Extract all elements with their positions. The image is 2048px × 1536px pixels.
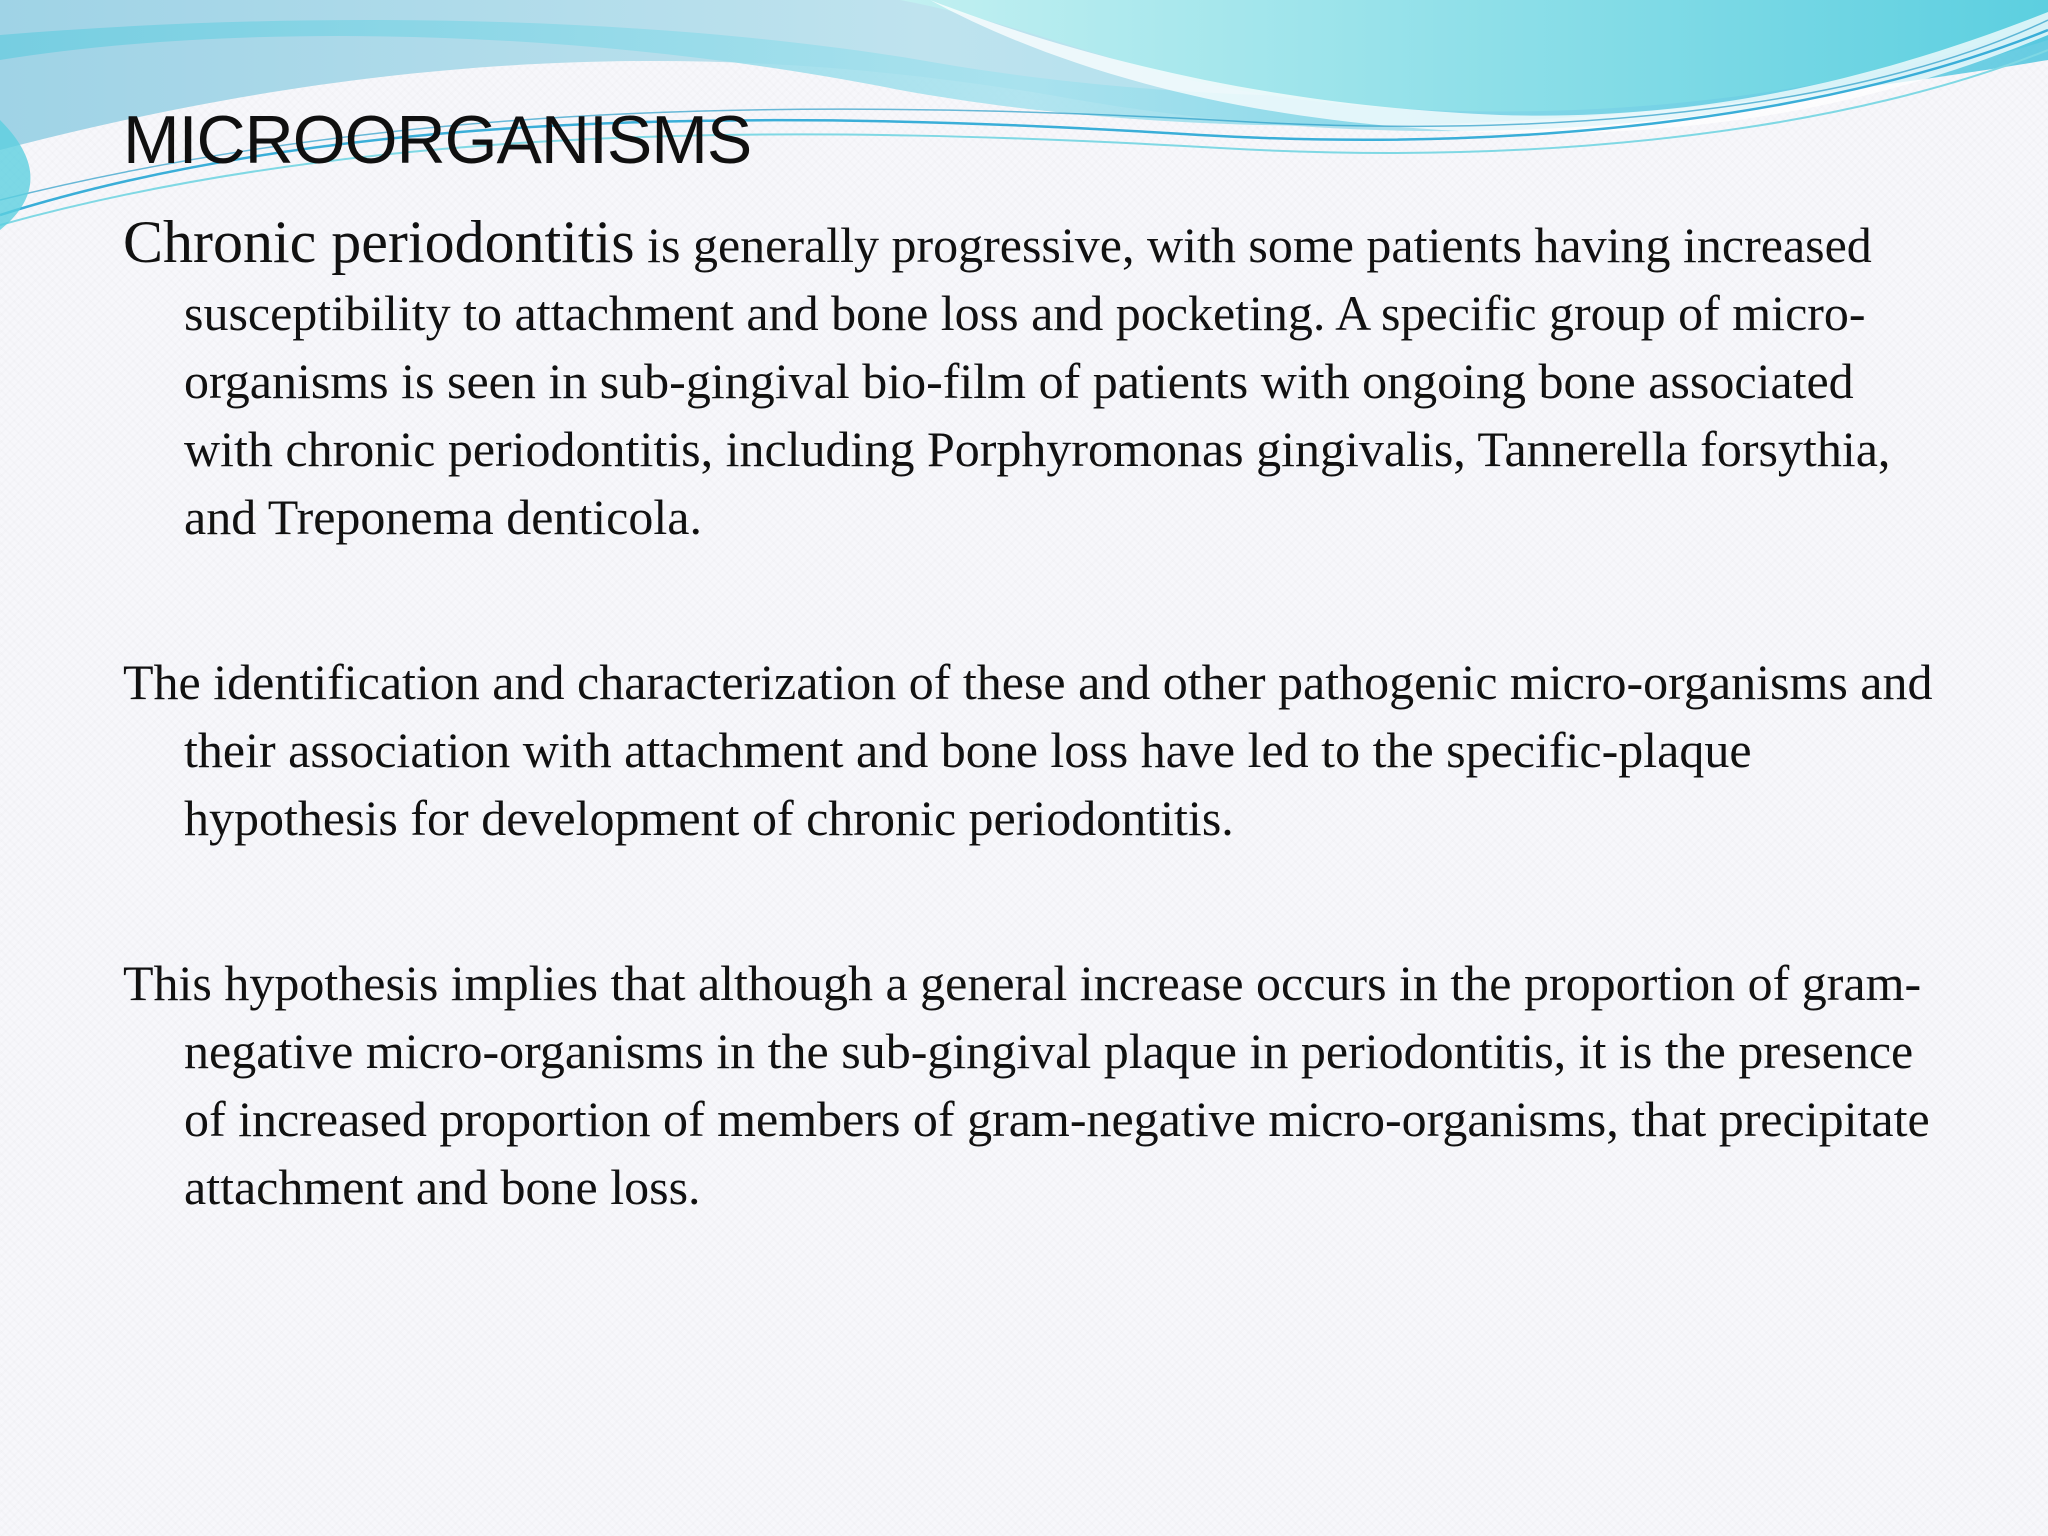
paragraph-specific-plaque: The identification and characterization of these and other pathogenic micro-organisms and their association with attachment and bone loss have led to the specific-plaque hypothesis for development of chronic periodontitis. xyxy=(123,654,1933,846)
paragraph-hypothesis: This hypothesis implies that although a general increase occurs in the proportion of gram-negative micro-organisms in the sub-gingival plaque in periodontitis, it is the presence of increased proportion of members of gram-negative micro-organisms, that precipitate attachment and bone loss. xyxy=(123,955,1930,1215)
paragraph-chronic-periodontitis xyxy=(123,208,1953,551)
paragraph-text: is generally progressive, with some patients having increased susceptibility to attachment and bone loss and pocketing. A specific group of micro-organisms is seen in sub-gingival bio-film of patients with ongoing bone associated with chronic periodontitis, including Porphyromonas gingivalis, Tannerella forsythia, and Treponema denticola. xyxy=(184,217,1891,545)
slide-body xyxy=(123,208,1953,1221)
paragraph-lead-term: Chronic periodontitis xyxy=(123,209,635,275)
slide-title: MICROORGANISMS xyxy=(123,102,752,178)
